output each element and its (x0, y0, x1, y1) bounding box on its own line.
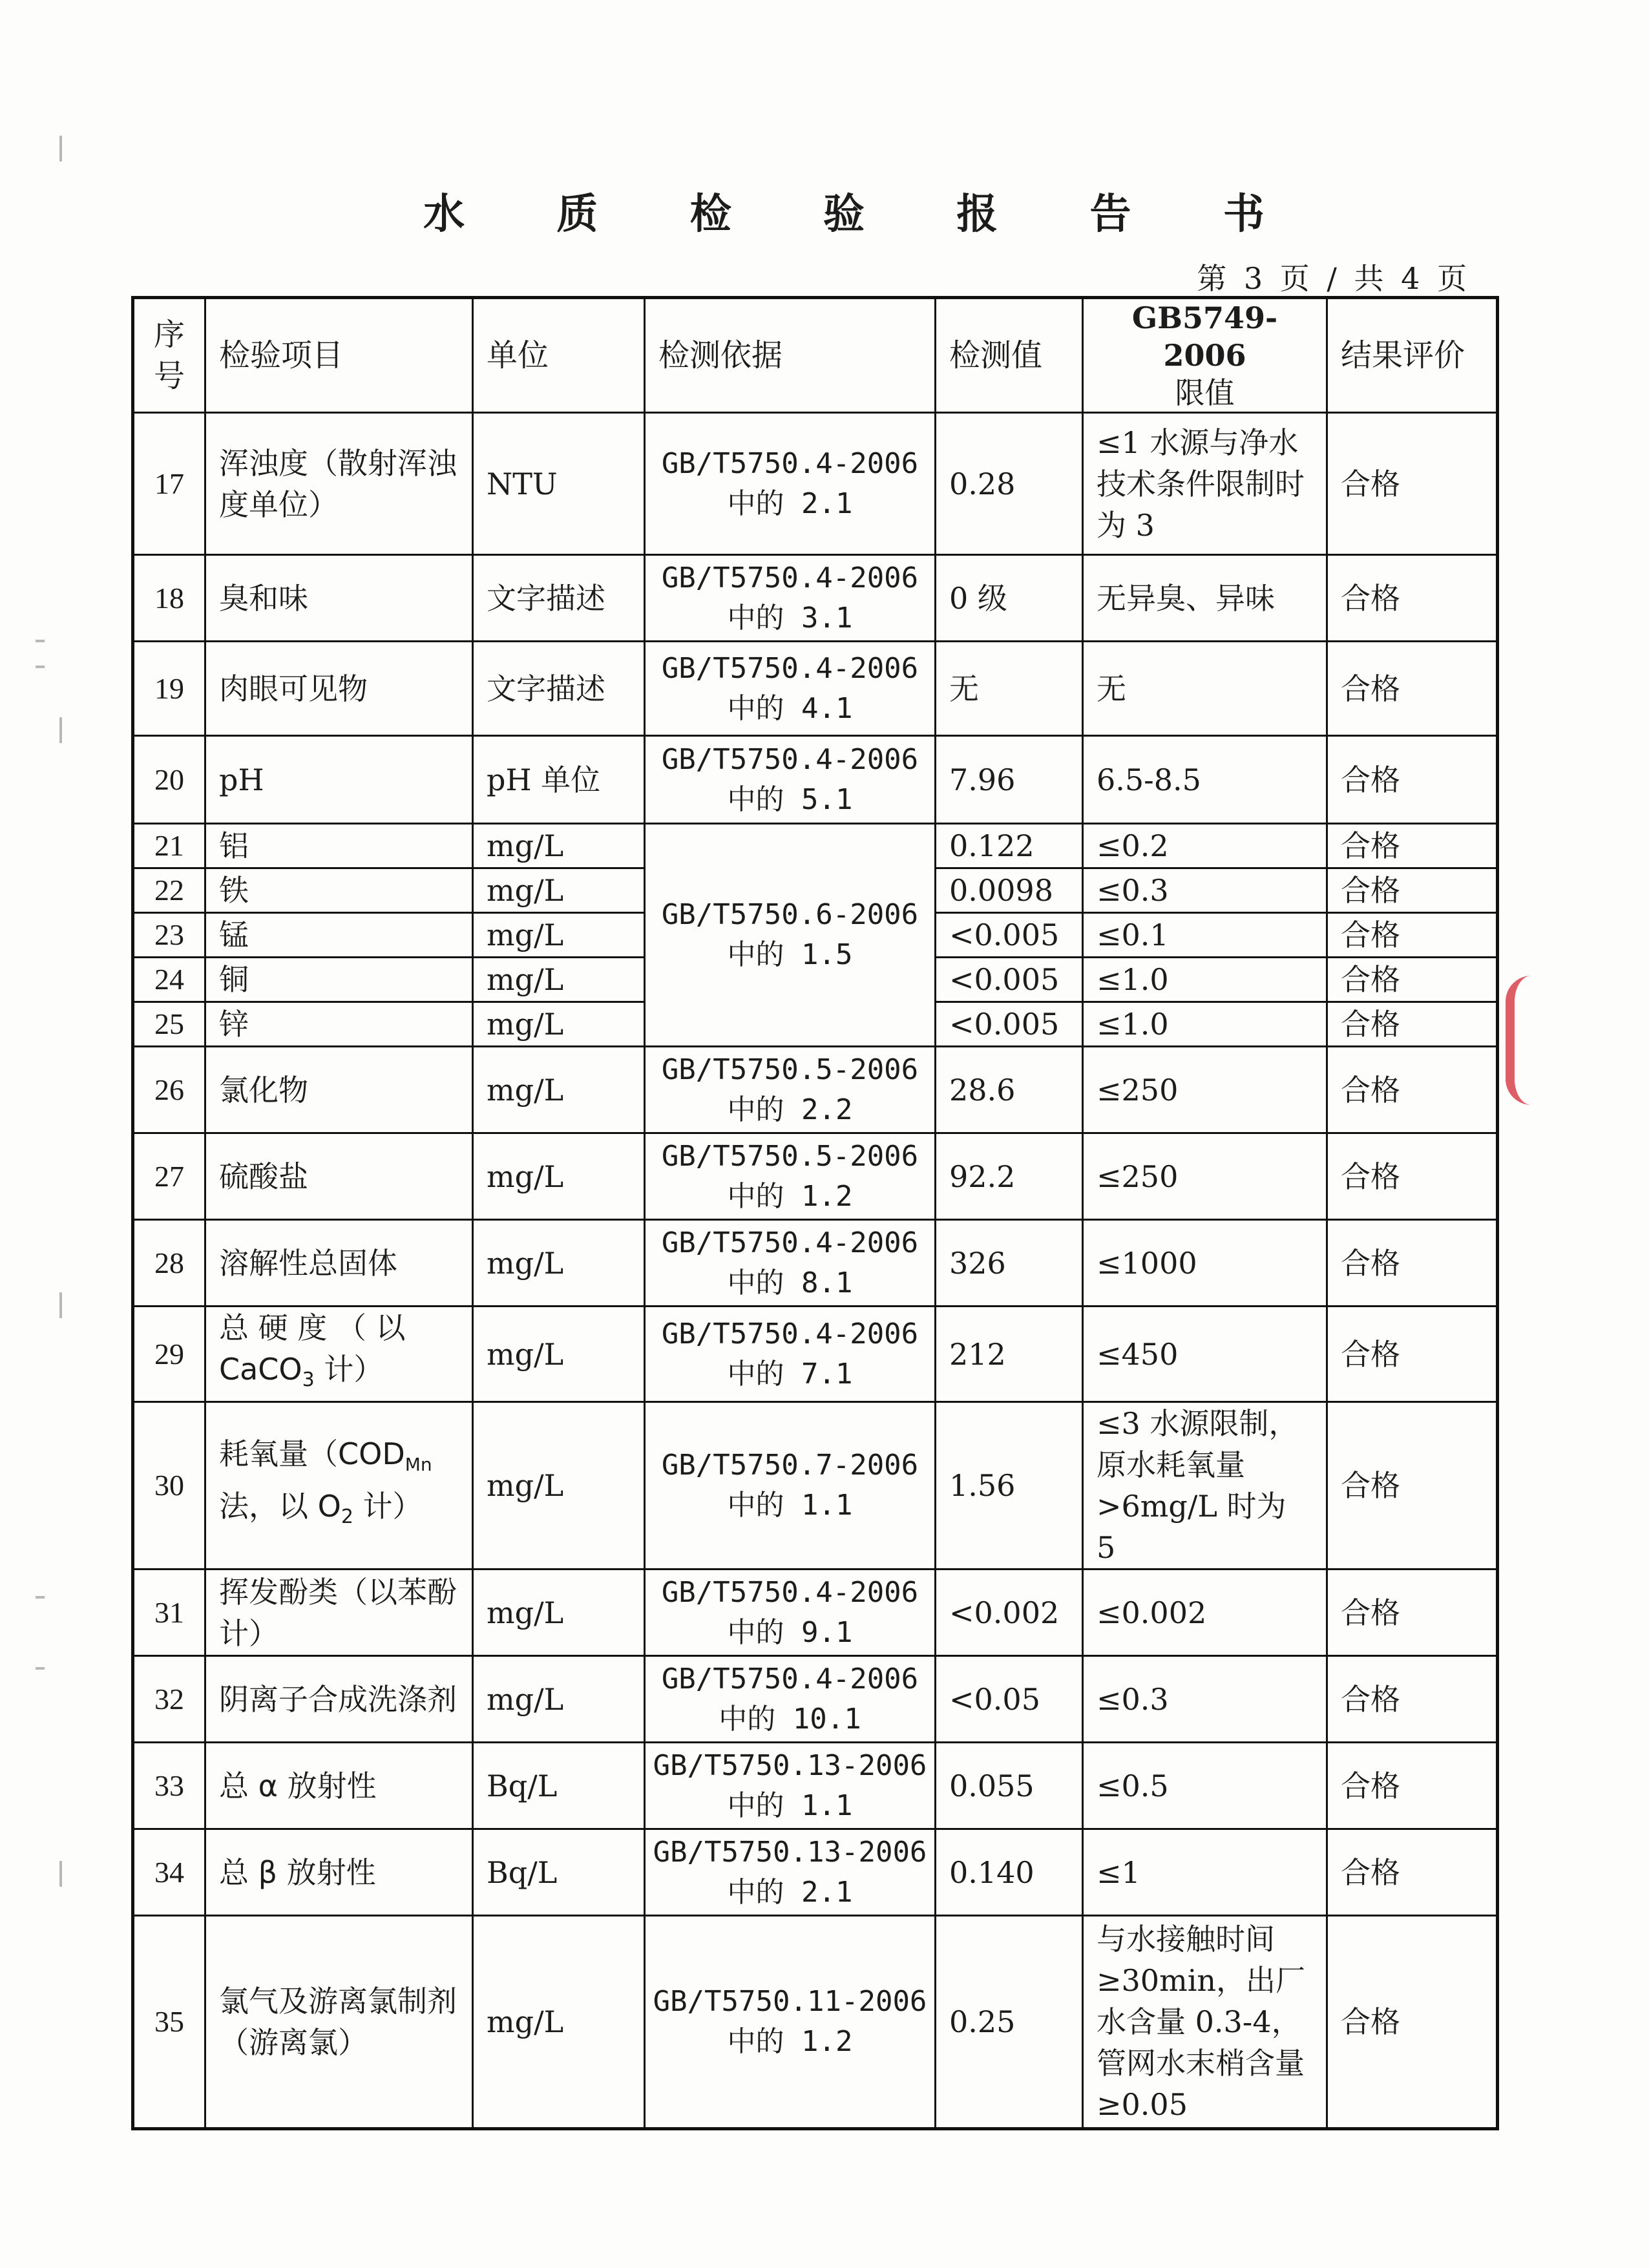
row-value: 0.140 (936, 1829, 1083, 1916)
row-item: 硫酸盐 (205, 1133, 473, 1220)
basis-clause: 中的 1.5 (727, 938, 853, 971)
row-limit: 与水接触时间≥30min，出厂水含量 0.3-4，管网水末梢含量≥0.05 (1083, 1916, 1327, 2129)
row-basis (645, 1743, 936, 1829)
report-title: 水 质 检 验 报 告 书 (423, 190, 1303, 238)
table-row (133, 1829, 1498, 1916)
row-item: 总 β 放射性 (205, 1829, 473, 1916)
row-value: 28.6 (936, 1047, 1083, 1133)
item-subscript: 3 (302, 1369, 315, 1392)
basis-clause: 中的 9.1 (727, 1615, 853, 1649)
table-row (133, 642, 1498, 736)
row-limit: ≤0.5 (1083, 1743, 1327, 1829)
table-row (133, 1133, 1498, 1220)
row-basis (645, 413, 936, 555)
row-value: 212 (936, 1307, 1083, 1402)
row-result: 合格 (1327, 555, 1498, 642)
basis-method: GB/T5750.11-2006 (653, 1985, 927, 2019)
row-basis (645, 1570, 936, 1656)
basis-clause: 中的 2.1 (727, 487, 853, 520)
row-seq: 31 (133, 1570, 205, 1656)
row-limit: ≤0.1 (1083, 913, 1327, 958)
basis-method: GB/T5750.4-2006 (661, 1662, 919, 1696)
row-unit: mg/L (473, 958, 645, 1002)
row-seq: 25 (133, 1002, 205, 1047)
basis-clause: 中的 2.2 (727, 1093, 853, 1126)
basis-method: GB/T5750.4-2006 (661, 561, 919, 594)
item-subscript: 2 (341, 1506, 353, 1529)
row-unit: mg/L (473, 868, 645, 913)
row-limit: ≤3 水源限制，原水耗氧量 >6mg/L 时为 5 (1083, 1402, 1327, 1570)
row-result: 合格 (1327, 1307, 1498, 1402)
row-result: 合格 (1327, 913, 1498, 958)
row-item: 锌 (205, 1002, 473, 1047)
row-unit: 文字描述 (473, 642, 645, 736)
row-item: 铜 (205, 958, 473, 1002)
table-row (133, 1307, 1498, 1402)
row-limit: ≤0.2 (1083, 824, 1327, 868)
row-basis (645, 1916, 936, 2129)
row-result: 合格 (1327, 1220, 1498, 1307)
header-standard-limit (1083, 298, 1327, 413)
row-item: 锰 (205, 913, 473, 958)
row-unit: mg/L (473, 1307, 645, 1402)
row-basis (645, 1047, 936, 1133)
row-item (205, 1402, 473, 1570)
row-limit: ≤1 (1083, 1829, 1327, 1916)
row-seq: 24 (133, 958, 205, 1002)
row-seq: 20 (133, 736, 205, 824)
row-unit: pH 单位 (473, 736, 645, 824)
basis-method: GB/T5750.4-2006 (661, 651, 919, 685)
row-limit: ≤250 (1083, 1133, 1327, 1220)
row-limit: ≤1000 (1083, 1220, 1327, 1307)
basis-method: GB/T5750.7-2006 (661, 1449, 919, 1482)
row-value: 0.25 (936, 1916, 1083, 2129)
row-limit: ≤1.0 (1083, 1002, 1327, 1047)
row-item: 挥发酚类（以苯酚计） (205, 1570, 473, 1656)
row-value: <0.005 (936, 913, 1083, 958)
row-result: 合格 (1327, 1133, 1498, 1220)
header-seq: 序号 (133, 298, 205, 413)
row-unit: NTU (473, 413, 645, 555)
row-value: <0.002 (936, 1570, 1083, 1656)
scan-mark (59, 136, 62, 162)
row-item: 阴离子合成洗涤剂 (205, 1656, 473, 1743)
table-row (133, 736, 1498, 824)
row-result: 合格 (1327, 1402, 1498, 1570)
page-info: 第 3 页 / 共 4 页 (1197, 261, 1471, 296)
row-value: 92.2 (936, 1133, 1083, 1220)
table-row (133, 1656, 1498, 1743)
row-seq: 22 (133, 868, 205, 913)
item-text: 计） (353, 1489, 423, 1524)
row-value: <0.005 (936, 958, 1083, 1002)
table-row (133, 1220, 1498, 1307)
basis-clause: 中的 2.1 (727, 1875, 853, 1909)
basis-clause: 中的 1.2 (727, 2025, 853, 2059)
row-result: 合格 (1327, 1829, 1498, 1916)
row-limit: 无 (1083, 642, 1327, 736)
row-value: 0.0098 (936, 868, 1083, 913)
row-result: 合格 (1327, 1570, 1498, 1656)
basis-method: GB/T5750.13-2006 (653, 1748, 927, 1782)
row-basis (645, 1829, 936, 1916)
row-unit: mg/L (473, 1656, 645, 1743)
item-text: 法，以 O (219, 1489, 341, 1524)
row-unit: mg/L (473, 1916, 645, 2129)
basis-clause: 中的 1.2 (727, 1179, 853, 1213)
row-result: 合格 (1327, 413, 1498, 555)
row-limit: ≤250 (1083, 1047, 1327, 1133)
row-limit: ≤0.3 (1083, 1656, 1327, 1743)
row-seq: 29 (133, 1307, 205, 1402)
scan-mark (59, 717, 62, 743)
row-value: 0.122 (936, 824, 1083, 868)
basis-method: GB/T5750.6-2006 (661, 898, 919, 931)
row-seq: 32 (133, 1656, 205, 1743)
row-value: 326 (936, 1220, 1083, 1307)
row-unit: mg/L (473, 1133, 645, 1220)
basis-clause: 中的 5.1 (727, 782, 853, 816)
results-table (131, 296, 1499, 2130)
basis-clause: 中的 1.1 (727, 1489, 853, 1522)
row-item: 臭和味 (205, 555, 473, 642)
row-unit: mg/L (473, 1220, 645, 1307)
row-result: 合格 (1327, 1656, 1498, 1743)
row-item: 铁 (205, 868, 473, 913)
scan-mark (59, 1861, 62, 1887)
basis-method: GB/T5750.4-2006 (661, 446, 919, 480)
row-result: 合格 (1327, 642, 1498, 736)
item-subscript: Mn (404, 1454, 432, 1476)
table-row (133, 824, 1498, 868)
row-limit: ≤1.0 (1083, 958, 1327, 1002)
row-value: 0 级 (936, 555, 1083, 642)
row-item: 氯化物 (205, 1047, 473, 1133)
row-value: 1.56 (936, 1402, 1083, 1570)
row-item: 总 α 放射性 (205, 1743, 473, 1829)
row-value: 无 (936, 642, 1083, 736)
header-row (133, 298, 1498, 413)
row-limit: 6.5-8.5 (1083, 736, 1327, 824)
row-item: 铝 (205, 824, 473, 868)
basis-method: GB/T5750.4-2006 (661, 1226, 919, 1259)
row-result: 合格 (1327, 1002, 1498, 1047)
row-basis (645, 736, 936, 824)
row-limit: ≤0.3 (1083, 868, 1327, 913)
basis-clause: 中的 1.1 (727, 1789, 853, 1822)
row-unit: mg/L (473, 1002, 645, 1047)
item-text: 总 硬 度 （ 以 CaCO (219, 1310, 406, 1387)
row-item: pH (205, 736, 473, 824)
row-seq: 26 (133, 1047, 205, 1133)
row-basis (645, 1133, 936, 1220)
row-seq: 18 (133, 555, 205, 642)
table-row (133, 413, 1498, 555)
basis-method: GB/T5750.4-2006 (661, 742, 919, 776)
basis-clause: 中的 7.1 (727, 1357, 853, 1391)
row-seq: 28 (133, 1220, 205, 1307)
row-value: <0.005 (936, 1002, 1083, 1047)
row-seq: 30 (133, 1402, 205, 1570)
row-limit: ≤450 (1083, 1307, 1327, 1402)
row-basis (645, 1402, 936, 1570)
basis-method: GB/T5750.5-2006 (661, 1139, 919, 1173)
row-basis (645, 1220, 936, 1307)
row-seq: 34 (133, 1829, 205, 1916)
row-limit: ≤0.002 (1083, 1570, 1327, 1656)
row-value: 0.055 (936, 1743, 1083, 1829)
red-stamp-edge (1506, 976, 1540, 1105)
scan-mark (36, 666, 45, 668)
row-basis (645, 555, 936, 642)
scan-mark (59, 1292, 62, 1318)
scan-mark (36, 1667, 45, 1670)
row-unit: 文字描述 (473, 555, 645, 642)
basis-method: GB/T5750.5-2006 (661, 1053, 919, 1086)
basis-method: GB/T5750.13-2006 (653, 1835, 927, 1869)
row-unit: mg/L (473, 1402, 645, 1570)
basis-method: GB/T5750.4-2006 (661, 1317, 919, 1350)
item-text: 计） (314, 1352, 384, 1387)
row-basis (645, 1656, 936, 1743)
row-basis (645, 642, 936, 736)
row-result: 合格 (1327, 736, 1498, 824)
basis-clause: 中的 3.1 (727, 601, 853, 635)
row-seq: 23 (133, 913, 205, 958)
table-row (133, 1402, 1498, 1570)
row-unit: mg/L (473, 1047, 645, 1133)
header-item: 检验项目 (205, 298, 473, 413)
header-basis: 检测依据 (645, 298, 936, 413)
row-item: 肉眼可见物 (205, 642, 473, 736)
row-item: 氯气及游离氯制剂（游离氯） (205, 1916, 473, 2129)
header-value: 检测值 (936, 298, 1083, 413)
row-value: 7.96 (936, 736, 1083, 824)
row-seq: 27 (133, 1133, 205, 1220)
basis-clause: 中的 4.1 (727, 691, 853, 725)
basis-clause: 中的 8.1 (727, 1266, 853, 1299)
row-item: 浑浊度（散射浑浊度单位） (205, 413, 473, 555)
table-row (133, 555, 1498, 642)
row-value: 0.28 (936, 413, 1083, 555)
scan-mark (36, 640, 45, 642)
table-row (133, 1916, 1498, 2129)
header-std-code: GB5749-2006 (1131, 300, 1278, 373)
basis-method: GB/T5750.4-2006 (661, 1575, 919, 1609)
row-result: 合格 (1327, 1047, 1498, 1133)
table-row (133, 1743, 1498, 1829)
scan-mark (36, 1596, 45, 1599)
row-seq: 33 (133, 1743, 205, 1829)
row-item: 溶解性总固体 (205, 1220, 473, 1307)
table-row (133, 1047, 1498, 1133)
row-seq: 19 (133, 642, 205, 736)
header-result: 结果评价 (1327, 298, 1498, 413)
row-value: <0.05 (936, 1656, 1083, 1743)
row-limit: 无异臭、异味 (1083, 555, 1327, 642)
row-unit: mg/L (473, 1570, 645, 1656)
row-limit: ≤1 水源与净水技术条件限制时为 3 (1083, 413, 1327, 555)
row-seq: 21 (133, 824, 205, 868)
row-result: 合格 (1327, 824, 1498, 868)
row-basis (645, 1307, 936, 1402)
row-item (205, 1307, 473, 1402)
row-seq: 35 (133, 1916, 205, 2129)
row-unit: mg/L (473, 913, 645, 958)
item-text: 耗氧量（COD (219, 1436, 405, 1471)
header-std-label: 限值 (1175, 375, 1235, 410)
row-result: 合格 (1327, 958, 1498, 1002)
row-unit: mg/L (473, 824, 645, 868)
row-result: 合格 (1327, 1743, 1498, 1829)
row-unit: Bq/L (473, 1743, 645, 1829)
row-seq: 17 (133, 413, 205, 555)
row-unit: Bq/L (473, 1829, 645, 1916)
header-unit: 单位 (473, 298, 645, 413)
row-result: 合格 (1327, 1916, 1498, 2129)
basis-clause: 中的 10.1 (719, 1702, 861, 1736)
row-basis-merged (645, 824, 936, 1047)
table-row (133, 1570, 1498, 1656)
row-result: 合格 (1327, 868, 1498, 913)
